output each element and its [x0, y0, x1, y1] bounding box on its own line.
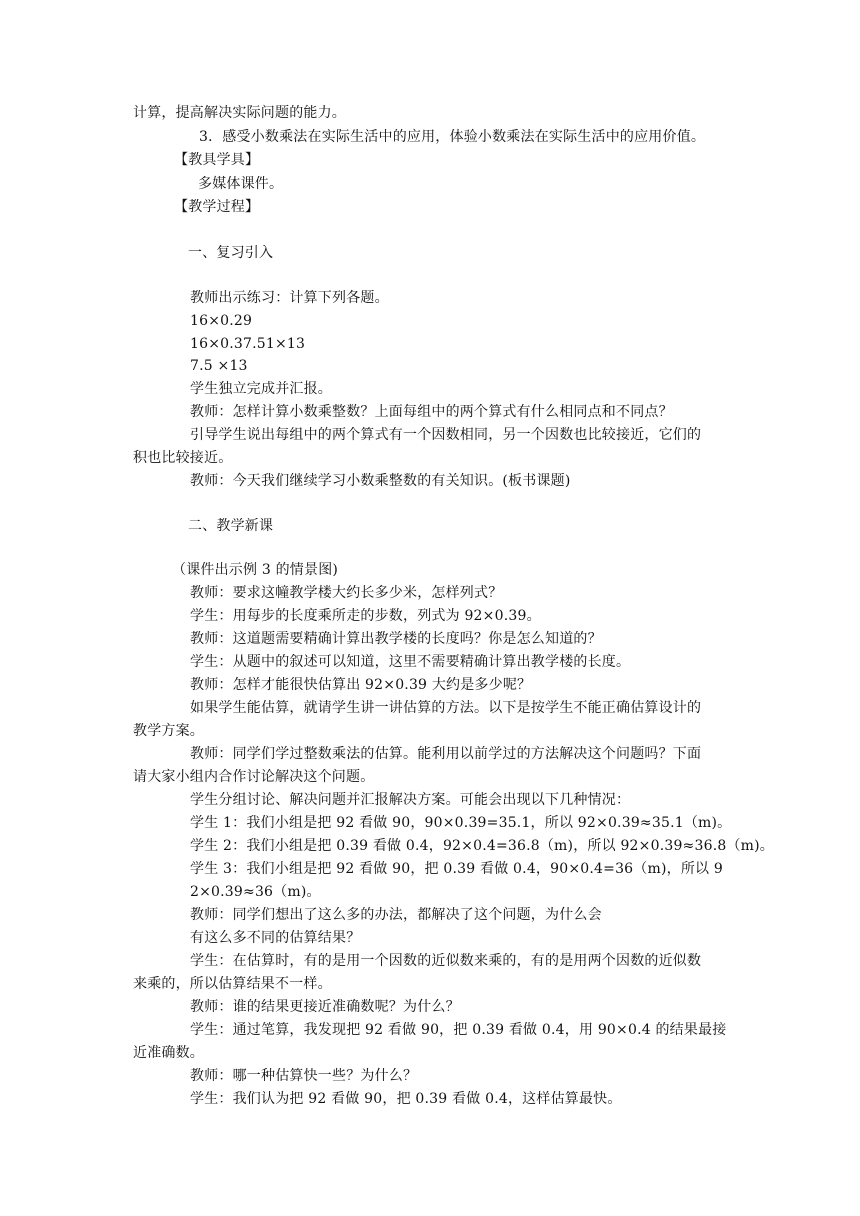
text-line: 请大家小组内合作讨论解决这个问题。 [133, 769, 375, 785]
subheading-new-lesson: 二、教学新课 [188, 518, 274, 534]
exercise-line: 7.5 ×13 [190, 358, 248, 374]
student-answer: 学生 1：我们小组是把 92 看做 90，90×0.39=35.1，所以 92×0.39≈35.1（m)。 [190, 815, 732, 831]
exercise-line: 16×0.37.51×13 [190, 336, 306, 352]
text-line: 引导学生说出每组中的两个算式有一个因数相同，另一个因数也比较接近，它们的 [190, 427, 702, 443]
text-line: 教师：要求这幢教学楼大约长多少米，怎样列式？ [190, 585, 503, 601]
objective-3: 3．感受小数乘法在实际生活中的应用，体验小数乘法在实际生活中的应用价值。 [199, 129, 706, 145]
text-line: 教师：哪一种估算快一些？为什么？ [190, 1068, 418, 1084]
text-line: 学生：用每步的长度乘所走的步数，列式为 92×0.39。 [190, 608, 541, 624]
text-line: 教师出示练习：计算下列各题。 [190, 290, 389, 306]
text-line: 教师：今天我们继续学习小数乘整数的有关知识。(板书课题) [190, 473, 571, 489]
section-heading-tools: 【教具学具】 [174, 152, 260, 168]
text-line: 教师：同学们学过整数乘法的估算。能利用以前学过的方法解决这个问题吗？下面 [190, 746, 702, 762]
text-line: 教师：谁的结果更接近准确数呢？为什么？ [190, 999, 460, 1015]
student-answer: 学生 2：我们小组是把 0.39 看做 0.4，92×0.4=36.8（m)，所以 92×0.39≈36.8（m)。 [190, 838, 774, 854]
text-line: 有这么多不同的估算结果？ [190, 930, 361, 946]
text-line: 教师：怎样计算小数乘整数？上面每组中的两个算式有什么相同点和不同点？ [190, 404, 673, 420]
text-line: 2×0.39≈36（m)。 [190, 884, 321, 900]
text-line: 学生：通过笔算，我发现把 92 看做 90，把 0.39 看做 0.4，用 90×0.4 的结果最接 [190, 1022, 727, 1038]
text-line: 教师：同学们想出了这么多的办法，都解决了这个问题，为什么会 [190, 907, 602, 923]
text-line: 学生：从题中的叙述可以知道，这里不需要精确计算出教学楼的长度。 [190, 654, 631, 670]
text-line: 多媒体课件。 [198, 176, 284, 192]
student-answer: 学生 3：我们小组是把 92 看做 90，把 0.39 看做 0.4，90×0.4=36（m)，所以 9 [190, 861, 723, 877]
text-line: 如果学生能估算，就请学生讲一讲估算的方法。以下是按学生不能正确估算设计的 [190, 700, 702, 716]
text-line: 教学方案。 [133, 723, 204, 739]
subheading-review: 一、复习引入 [188, 245, 274, 261]
text-line: 积也比较接近。 [133, 450, 233, 466]
text-line: 来乘的，所以估算结果不一样。 [133, 976, 332, 992]
section-heading-process: 【教学过程】 [174, 199, 260, 215]
exercise-line: 16×0.29 [190, 313, 253, 329]
text-line: （课件出示例 3 的情景图) [172, 562, 339, 578]
text-line: 计算，提高解决实际问题的能力。 [133, 105, 346, 121]
text-line: 学生：我们认为把 92 看做 90，把 0.39 看做 0.4，这样估算最快。 [190, 1091, 622, 1107]
text-line: 学生独立完成并汇报。 [190, 381, 332, 397]
text-line: 教师：这道题需要精确计算出教学楼的长度吗？你是怎么知道的？ [190, 631, 602, 647]
text-line: 学生分组讨论、解决问题并汇报解决方案。可能会出现以下几种情况： [190, 792, 631, 808]
text-line: 学生：在估算时，有的是用一个因数的近似数来乘的，有的是用两个因数的近似数 [190, 953, 702, 969]
text-line: 近准确数。 [133, 1045, 204, 1061]
text-line: 教师：怎样才能很快估算出 92×0.39 大约是多少呢？ [190, 677, 532, 693]
